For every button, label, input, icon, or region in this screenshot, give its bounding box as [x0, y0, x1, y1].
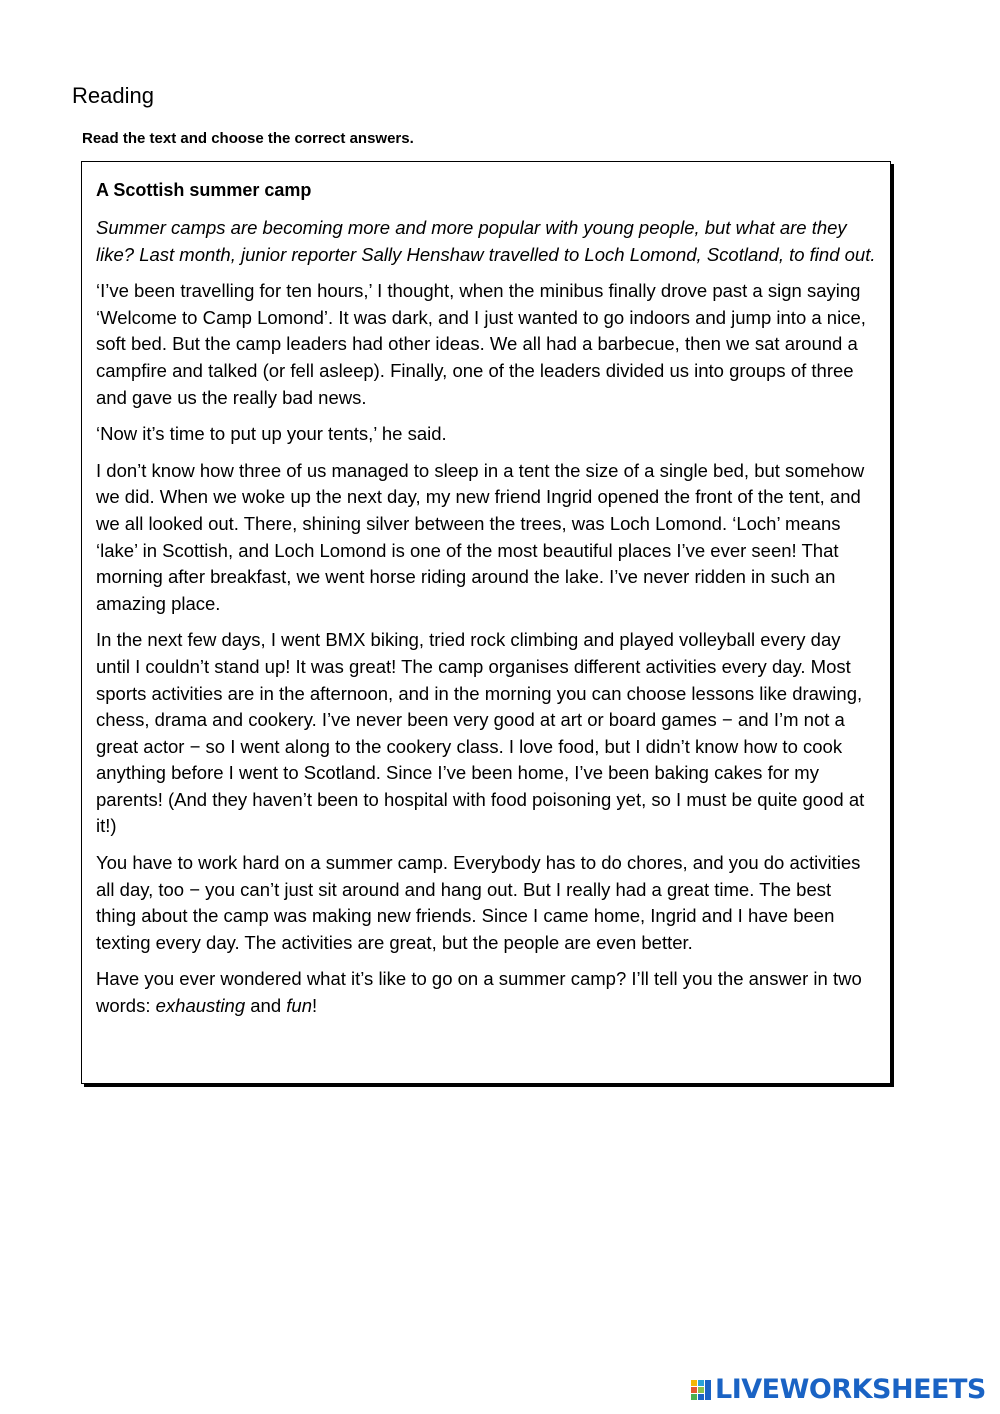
article-paragraph: You have to work hard on a summer camp. Everybody has to do chores, and you do activities all day, too − you can’t just sit around and hang out. But I really had a great time. The best thing about the camp was making new friends. Since I came home, Ingrid and I have been texting every day. The activities are great, but the people are even better. [96, 852, 861, 953]
liveworksheets-logo-icon [691, 1378, 713, 1402]
article-paragraph: ‘Now it’s time to put up your tents,’ he said. [96, 423, 447, 445]
article-closing-paragraph [96, 966, 876, 1019]
article-title: A Scottish summer camp [96, 180, 312, 200]
closing-text: and [245, 995, 287, 1017]
liveworksheets-logo[interactable] [691, 1376, 986, 1404]
reading-text-box [81, 161, 891, 1084]
closing-text: ! [312, 995, 318, 1017]
article-paragraph: ‘I’ve been travelling for ten hours,’ I thought, when the minibus finally drove past a sign saying ‘Welcome to Camp Lomond’. It was dark, and I just wanted to go indoors and jump into a nice, soft bed. But the camp leaders had other ideas. We all had a barbecue, then we sat around a campfire and talked (or fell asleep). Finally, one of the leaders divided us into groups of three and gave us the really bad news. [96, 280, 866, 408]
article-paragraph: I don’t know how three of us managed to sleep in a tent the size of a single bed, but somehow we did. When we woke up the next day, my new friend Ingrid opened the front of the tent, and we all looked out. There, shining silver between the trees, was Loch Lomond. ‘Loch’ means ‘lake’ in Scottish, and Loch Lomond is one of the most beautiful places I’ve ever seen! That morning after breakfast, we went horse riding around the lake. I’ve never ridden in such an amazing place. [96, 459, 865, 614]
article-paragraph: In the next few days, I went BMX biking, tried rock climbing and played volleyball every day until I couldn’t stand up! It was great! The camp organises different activities every day. Most sports activities are in the afternoon, and in the morning you can choose lessons like drawing, chess, drama and cookery. I’ve never been very good at art or board games − and I’m not a great actor − so I went along to the cookery class. I love food, but I didn’t know how to cook anything before I went to Scotland. Since I’ve been home, I’ve been baking cakes for my parents! (And they haven’t been to hospital with food poisoning yet, so I must be quite good at it!) [96, 629, 865, 837]
closing-word-exhausting: exhausting [155, 995, 246, 1017]
section-title: Reading [72, 83, 154, 108]
closing-text: Have you ever wondered what it’s like to go on a summer camp? I’ll tell you the answer in two words: [96, 968, 862, 1017]
closing-word-fun: fun [286, 995, 312, 1017]
instruction-text: Read the text and choose the correct answers. [82, 130, 414, 147]
article-lead: Summer camps are becoming more and more popular with young people, but what are they like? Last month, junior reporter Sally Henshaw travelled to Loch Lomond, Scotland, to find out. [96, 217, 876, 265]
liveworksheets-logo-text: LIVEWORKSHEETS [715, 1374, 986, 1405]
